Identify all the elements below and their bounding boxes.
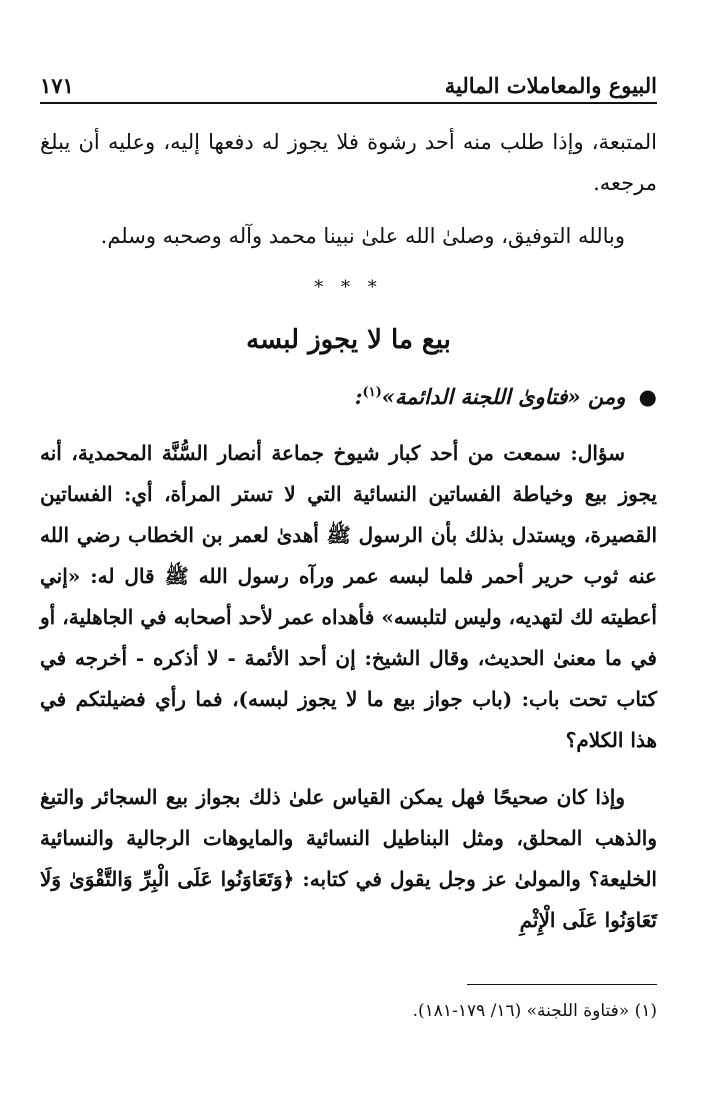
paragraph-2: وبالله التوفيق، وصلىٰ الله علىٰ نبينا محمد وآله وصحبه وسلم. [100,224,625,248]
source-colon: : [354,384,363,409]
document-page [40,58,657,1068]
source-line [40,373,657,417]
footnote: (١) «فتاوة اللجنة» (١٦/ ١٧٩-١٨١). [412,1001,657,1021]
section-separator: * * * [314,277,383,298]
page-number: ١٧١ [40,73,74,98]
running-title: البيوع والمعاملات المالية [444,73,657,98]
question-paragraph-2: وإذا كان صحيحًا فهل يمكن القياس علىٰ ذلك بجواز بيع السجائر والتبغ والذهب المحلق، ومثل البناطيل النسائية والمايوهات الرجالية والنسائية الخليعة؟ والمولىٰ عز وجل يقول في كتابه: ﴿وَتَعَاوَنُوا عَلَى الْبِرِّ وَالتَّقْوَىٰ وَلَا تَعَاوَنُوا عَلَى الْإِثْمِ [40,785,657,932]
section-title: بيع ما لا يجوز لبسه [246,325,451,355]
source-text: ومن «فتاوىٰ اللجنة الدائمة» [381,384,626,409]
bullet-icon: ● [638,384,657,409]
footnote-divider [467,984,657,985]
paragraph-1: المتبعة، وإذا طلب منه أحد رشوة فلا يجوز له دفعها إليه، وعليه أن يبلغ مرجعه. [40,130,657,195]
question-paragraph-1: سؤال: سمعت من أحد كبار شيوخ جماعة أنصار السُّنَّة المحمدية، أنه يجوز بيع وخياطة الفساتين النسائية التي لا تستر المرأة، أي: الفساتين القصيرة، ويستدل بذلك بأن الرسول ﷺ أهدىٰ لعمر بن الخطاب رضي الله عنه ثوب حرير أحمر فلما لبسه عمر ورآه رسول الله ﷺ قال له: «إني أعطيته لك لتهديه، وليس لتلبسه» فأهداه عمر لأحد أصحابه في الجاهلية، أو في ما معنىٰ الحديث، وقال الشيخ: إن أحد الأئمة - لا أذكره - أخرجه في كتاب تحت باب: (باب جواز بيع ما لا يجوز لبسه)، فما رأي فضيلتكم في هذا الكلام؟ [40,441,657,752]
page-header [40,58,657,104]
footnote-ref: (١) [362,385,382,400]
